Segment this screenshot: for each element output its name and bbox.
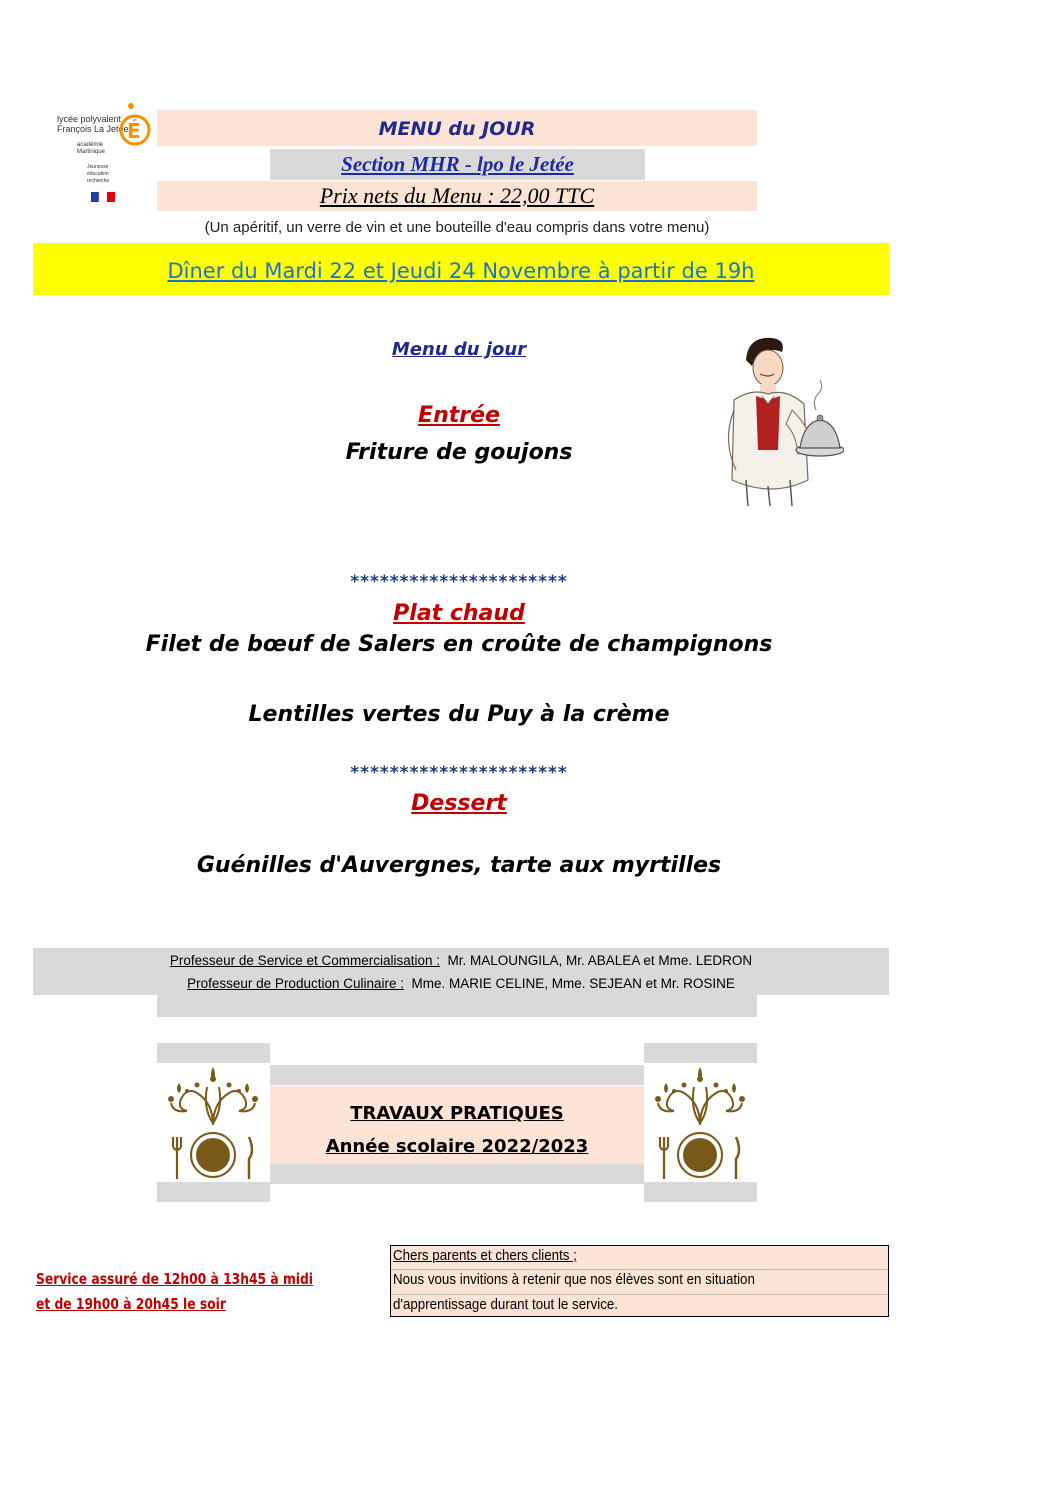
dessert-heading: Dessert — [411, 791, 507, 816]
tp-frame — [644, 1043, 757, 1063]
plat-dish: Filet de bœuf de Salers en croûte de champignons — [145, 632, 773, 657]
stars-separator: ********************** — [350, 572, 568, 592]
table-setting-ornament-icon — [644, 1063, 757, 1182]
dinner-dates: Dîner du Mardi 22 et Jeudi 24 Novembre à partir de 19h — [167, 259, 755, 283]
service-hours-evening: et de 19h00 à 20h45 le soir — [36, 1295, 226, 1313]
table-setting-ornament-icon — [157, 1063, 270, 1182]
dessert-dish: Guénilles d'Auvergnes, tarte aux myrtilles — [196, 853, 722, 878]
tp-frame — [157, 1182, 270, 1202]
logo-school-line1: lycée polyvalent — [57, 114, 122, 124]
service-hours-midday: Service assuré de 12h00 à 13h45 à midi — [36, 1270, 314, 1288]
service-professors — [33, 953, 889, 968]
production-professors-label: Professeur de Production Culinaire : — [187, 976, 405, 991]
tp-school-year: Année scolaire 2022/2023 — [325, 1136, 589, 1157]
logo-ministry-line2: éducation — [87, 171, 109, 177]
divider-strip — [157, 995, 757, 1017]
logo-school-line2: François La Jetée — [57, 124, 129, 134]
menu-subtitle: Menu du jour — [391, 339, 527, 360]
entree-dish: Friture de goujons — [345, 440, 573, 465]
production-professors — [33, 976, 889, 991]
tp-title: TRAVAUX PRATIQUES — [350, 1103, 564, 1124]
production-professors-names: Mme. MARIE CELINE, Mme. SEJEAN et Mr. ROSINE — [411, 976, 735, 991]
tp-frame — [157, 1043, 270, 1063]
tp-frame — [270, 1164, 644, 1184]
menu-price: Prix nets du Menu : 22,00 TTC — [319, 183, 595, 208]
tp-frame — [644, 1182, 757, 1202]
note-divider — [391, 1294, 888, 1295]
svg-text:É: É — [127, 119, 141, 143]
waiter-illustration — [712, 330, 844, 508]
plat-side-dish: Lentilles vertes du Puy à la crème — [248, 702, 670, 727]
menu-title: MENU du JOUR — [378, 118, 536, 140]
entree-heading: Entrée — [418, 403, 500, 428]
included-note: (Un apéritif, un verre de vin et une bouteille d'eau compris dans votre menu) — [204, 219, 710, 236]
school-logo — [55, 100, 153, 212]
logo-org-line2: Martinique — [77, 149, 106, 155]
logo-ministry-line3: recherche — [87, 178, 110, 184]
note-body-line1: Nous vous invitions à retenir que nos élèves sont en situation — [393, 1272, 755, 1288]
section-name: Section MHR - lpo le Jetée — [341, 152, 574, 176]
logo-org-line1: académie — [77, 142, 104, 148]
note-divider — [391, 1269, 888, 1270]
note-greeting: Chers parents et chers clients ; — [393, 1248, 577, 1264]
service-professors-names: Mr. MALOUNGILA, Mr. ABALEA et Mme. LEDRON — [447, 953, 753, 968]
tp-frame — [270, 1065, 644, 1085]
service-professors-label: Professeur de Service et Commercialisation : — [169, 953, 440, 968]
stars-separator: ********************** — [350, 763, 568, 783]
note-body-line2: d'apprentissage durant tout le service. — [393, 1297, 619, 1313]
plat-heading: Plat chaud — [393, 601, 525, 626]
logo-ministry-line1: Jeunesse — [87, 164, 109, 170]
